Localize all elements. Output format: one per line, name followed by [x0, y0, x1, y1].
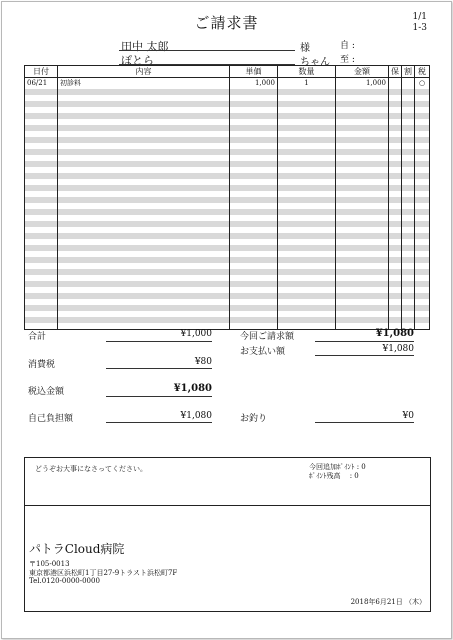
paid-value: ¥1,080 — [382, 344, 414, 354]
change-value: ¥0 — [402, 411, 414, 421]
pet-name: ぽとら — [121, 54, 154, 67]
items-table — [24, 65, 430, 330]
billed-value: ¥1,080 — [375, 328, 414, 339]
period-to-label: 至 : — [340, 55, 355, 65]
points-balance: ﾎﾟｲﾝﾄ残高 : 0 — [309, 472, 359, 480]
paid-label: お支払い額 — [240, 347, 286, 357]
clinic-postal: 〒105-0013 — [29, 560, 70, 568]
change-label: お釣り — [240, 414, 268, 424]
paid-underline — [315, 355, 414, 356]
footer-message: どうぞお大事になさってください。 — [35, 465, 147, 473]
row-unit-price: 1,000 — [230, 78, 278, 90]
footer-divider — [25, 505, 430, 506]
change-underline — [315, 422, 414, 423]
clinic-name: パトラCloud病院 — [29, 542, 125, 556]
self-pay-value: ¥1,080 — [180, 411, 212, 421]
table-row — [25, 78, 430, 90]
column-header-amount: 金額 — [336, 66, 389, 78]
tax-included-underline — [106, 396, 212, 397]
row-discount — [402, 78, 415, 90]
column-header-tax: 税 — [415, 66, 430, 78]
column-header-quantity: 数量 — [278, 66, 336, 78]
row-date: 06/21 — [25, 78, 58, 90]
row-amount: 1,000 — [336, 78, 389, 90]
self-pay-underline — [106, 422, 212, 423]
owner-name: 田中 太郎 — [121, 40, 169, 53]
table-header-row — [25, 66, 430, 78]
footer-box — [24, 457, 431, 612]
pet-suffix: ちゃん — [300, 57, 330, 68]
clinic-address: 東京都港区浜松町1丁目27-9トラスト浜松町7F — [29, 569, 178, 577]
self-pay-label: 自己負担額 — [28, 414, 74, 424]
page-sub-number: 1-3 — [412, 23, 427, 33]
billed-label: 今回ご請求額 — [240, 332, 295, 342]
page-indicator — [413, 12, 428, 34]
page-number: 1/1 — [412, 12, 427, 22]
billed-underline — [315, 341, 414, 342]
column-header-date: 日付 — [25, 66, 58, 78]
column-header-discount: 割 — [402, 66, 415, 78]
subtotal-underline — [106, 341, 212, 342]
tax-label: 消費税 — [28, 360, 56, 370]
column-header-unit-price: 単価 — [230, 66, 278, 78]
row-quantity: 1 — [278, 78, 336, 90]
clinic-tel: Tel.0120-0000-0000 — [29, 577, 100, 585]
row-insurance — [389, 78, 402, 90]
subtotal-value: ¥1,000 — [180, 329, 212, 339]
invoice-title: ご請求書 — [194, 14, 259, 32]
points-added: 今回追加ﾎﾟｲﾝﾄ : 0 — [309, 463, 366, 471]
period-from-label: 自 : — [340, 41, 355, 51]
empty-cell — [415, 323, 430, 330]
owner-suffix: 様 — [300, 43, 310, 54]
issue-date: 2018年6月21日 （木） — [350, 598, 426, 606]
owner-name-underline — [119, 50, 295, 51]
tax-value: ¥80 — [194, 357, 212, 367]
row-tax: ○ — [415, 78, 430, 90]
column-header-insurance: 保 — [389, 66, 402, 78]
tax-underline — [106, 368, 212, 369]
row-description: 初診料 — [58, 78, 230, 90]
column-header-description: 内容 — [58, 66, 230, 78]
tax-included-value: ¥1,080 — [173, 383, 212, 394]
tax-included-label: 税込金額 — [28, 387, 65, 397]
subtotal-label: 合計 — [28, 332, 47, 342]
